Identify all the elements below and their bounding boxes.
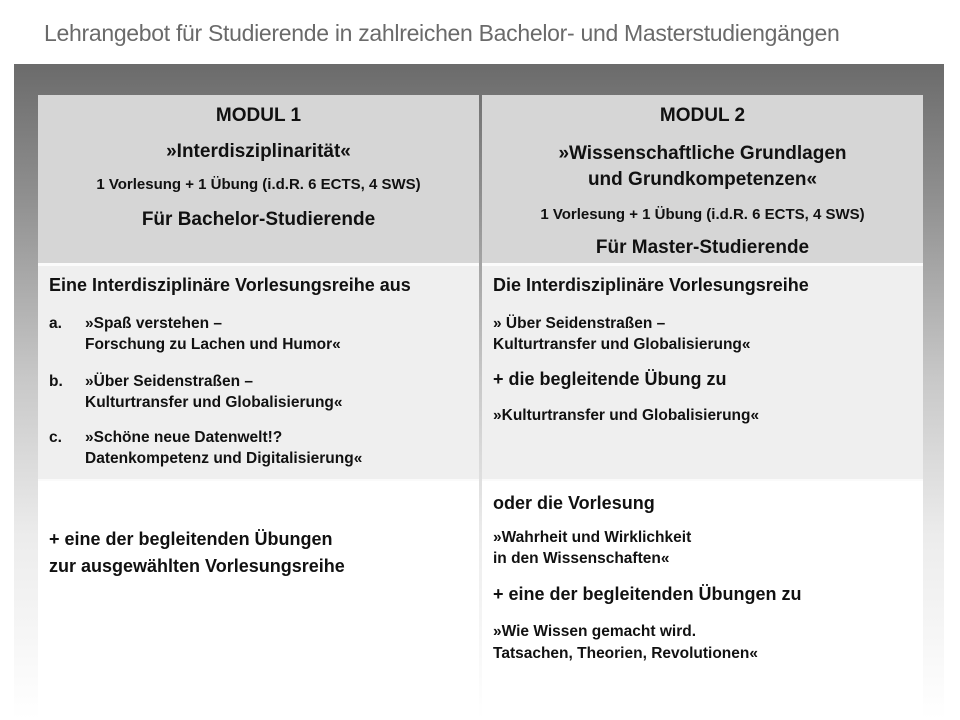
option-title: »Über Seidenstraßen – [85, 373, 253, 390]
list-marker: b. [49, 373, 63, 390]
module-1-header [38, 95, 479, 266]
module-2-intro: Die Interdisziplinäre Vorlesungsreihe [493, 275, 809, 295]
alternative-intro: oder die Vorlesung [493, 493, 655, 513]
list-marker: c. [49, 429, 62, 446]
module-2-header [482, 95, 923, 266]
option-subtitle: Kulturtransfer und Globalisierung« [85, 394, 343, 411]
module-1-intro: Eine Interdisziplinäre Vorlesungsreihe aus [49, 275, 411, 295]
option-subtitle: Datenkompetenz und Digitalisierung« [85, 450, 363, 467]
alternative-exercise-intro: + eine der begleitenden Übungen zu [493, 584, 802, 604]
module-1-audience: Für Bachelor-Studierende [141, 209, 376, 230]
module-table [38, 95, 923, 720]
module-1-workload: 1 Vorlesung + 1 Übung (i.d.R. 6 ECTS, 4 SWS) [96, 176, 421, 193]
alternative-exercise-subtitle: Tatsachen, Theorien, Revolutionen« [493, 645, 758, 662]
module-2-heading: MODUL 2 [659, 105, 746, 126]
module-2-lecture-cell [482, 266, 923, 481]
alternative-exercise-title: »Wie Wissen gemacht wird. [493, 623, 696, 640]
module-1-name: »Interdisziplinarität« [166, 141, 351, 162]
module-2-name-line2: und Grundkompetenzen« [587, 169, 818, 190]
module-2-audience: Für Master-Studierende [595, 237, 810, 258]
exercise-intro: + die begleitende Übung zu [493, 369, 727, 389]
alternative-title: »Wahrheit und Wirklichkeit [493, 529, 692, 546]
module-1-heading: MODUL 1 [215, 105, 302, 126]
list-marker: a. [49, 315, 62, 332]
option-title: »Spaß verstehen – [85, 315, 222, 332]
exercise-name: »Kulturtransfer und Globalisierung« [493, 407, 760, 424]
option-title: »Schöne neue Datenwelt!? [85, 429, 283, 446]
exercise-line1: + eine der begleitenden Übungen [49, 529, 333, 549]
module-2-alternative-cell [482, 481, 923, 720]
option-subtitle: Forschung zu Lachen und Humor« [85, 336, 341, 353]
module-2-name-line1: »Wissenschaftliche Grundlagen [558, 143, 847, 164]
module-1-exercise-cell [38, 481, 479, 720]
series-subtitle: Kulturtransfer und Globalisierung« [493, 336, 751, 353]
page-title: Lehrangebot für Studierende in zahlreichen Bachelor- und Masterstudiengängen [44, 20, 840, 46]
module-1-lecture-cell [38, 266, 479, 481]
exercise-line2: zur ausgewählten Vorlesungsreihe [49, 556, 345, 576]
series-title: » Über Seidenstraßen – [493, 315, 666, 332]
alternative-subtitle: in den Wissenschaften« [493, 550, 670, 567]
module-2-workload: 1 Vorlesung + 1 Übung (i.d.R. 6 ECTS, 4 SWS) [540, 206, 865, 223]
